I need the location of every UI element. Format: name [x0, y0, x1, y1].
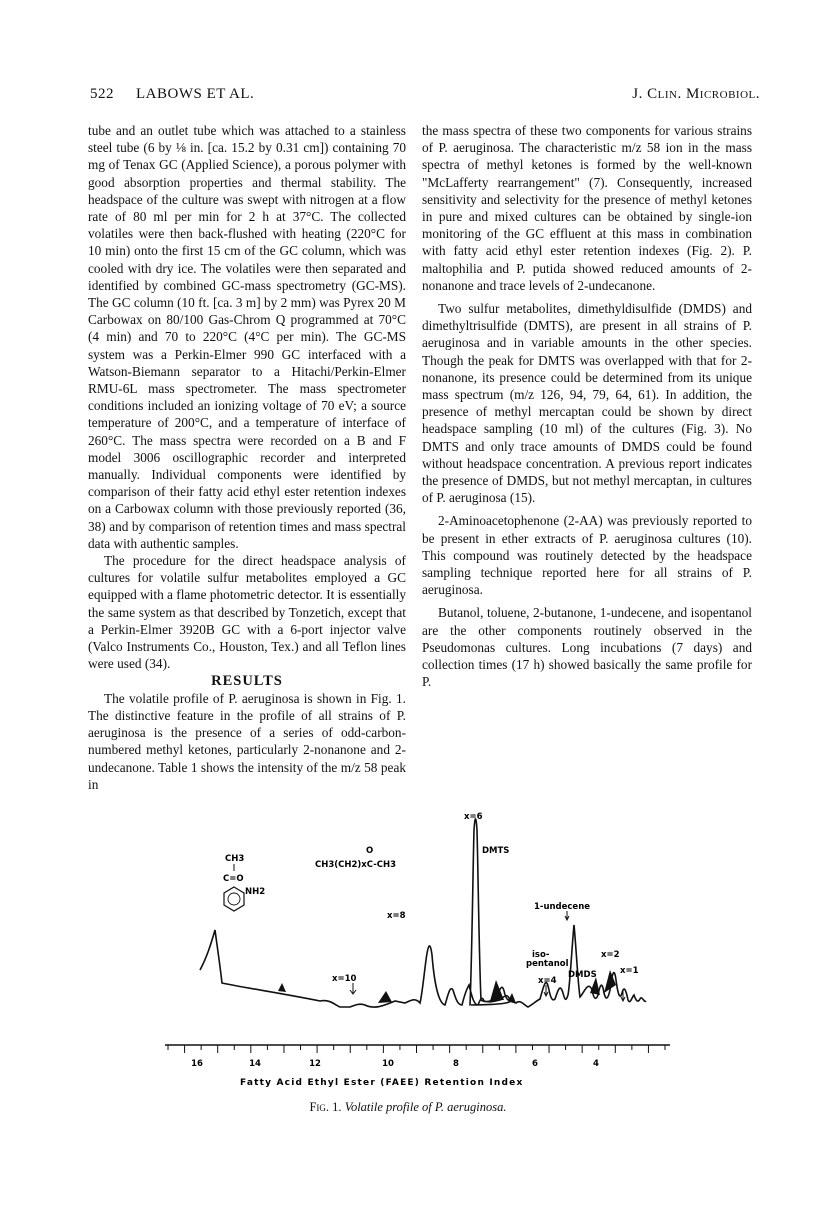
label-x1: x=1: [620, 966, 639, 976]
label-x4: x=4: [538, 976, 557, 986]
label-dmts: DMTS: [482, 846, 510, 856]
x-axis-tick-label: 14: [249, 1059, 261, 1069]
journal-name: J. Clin. Microbiol.: [632, 86, 760, 102]
x-axis-ticks: [168, 1045, 665, 1053]
paragraph-results-2: the mass spectra of these two components for various strains of P. aeruginosa. The characteristic m/z 58 ion in the mass spectra of methyl ketones is formed by the well-known "McLafferty rearrangement" (7). Consequently, increased sensitivity and selectivity for the presence of methyl ketones in pure and mixed cultures can be obtained by single-ion monitoring of the GC effluent at this mass in combination with fatty acid ethyl ester retention indexes (Fig. 2). P. maltophilia and P. putida showed reduced amounts of 2-nonanone and trace levels of 2-undecanone.: [422, 123, 752, 293]
label-2aa-ch3: CH3: [225, 854, 245, 864]
x-axis-tick-label: 8: [453, 1059, 459, 1069]
benzene-ring-inner-icon: [228, 893, 240, 905]
peak-fill-3: [490, 980, 504, 1001]
label-undecene: 1-undecene: [534, 902, 591, 912]
x-axis-tick-label: 6: [532, 1059, 538, 1069]
arrow-x10: [350, 983, 356, 994]
page-header: [90, 86, 760, 106]
label-2aa-co: C=O: [223, 874, 244, 884]
paragraph-2aa: 2-Aminoacetophenone (2-AA) was previously reported to be present in ether extracts of P. aeruginosa cultures (10). This compound was routinely detected by the headspace sampling technique reported here for all strains of P. aeruginosa.: [422, 513, 752, 598]
label-2aa-nh2: NH2: [245, 887, 266, 897]
page-number: 522: [90, 86, 114, 102]
peak-fill-1: [278, 983, 286, 992]
chromatogram-svg: [160, 805, 680, 1095]
paragraph-sulfur: Two sulfur metabolites, dimethyldisulfide (DMDS) and dimethyltrisulfide (DMTS), are present in all strains of P. aeruginosa and in variable amounts in the other species. Though the peak for DMTS was overlapped with that for 2-nonanone, its presence could be determined from its unique mass spectrum (m/z 126, 94, 79, 64, 61). In addition, the presence of methyl mercaptan could be shown by direct headspace sampling (10 ml) of the cultures (Fig. 3). No DMTS and only trace amounts of DMDS could be found without headspace concentration. A previous report indicates the presence of DMDS, but not methyl mercaptan, in cultures of P. aeruginosa (15).: [422, 301, 752, 506]
arrow-undecene: [565, 911, 569, 920]
label-ketone-formula: CH3(CH2)xC-CH3: [315, 860, 397, 870]
label-ketone-o: O: [366, 846, 374, 856]
left-column: [88, 122, 406, 793]
paragraph-methods-2: The procedure for the direct headspace analysis of cultures for volatile sulfur metabolites employed a GC equipped with a flame photometric detector. It is essentially the same system as that described by Tonzetich, except that a Perkin-Elmer 3920B GC with a 6-port injector valve (Valco Instruments Co., Houston, Tex.) and all Teflon lines were used (34).: [88, 553, 406, 672]
arrow-x4: [544, 985, 548, 996]
label-x8: x=8: [387, 911, 406, 921]
paragraph-other-components: Butanol, toluene, 2-butanone, 1-undecene, and isopentanol are the other components routinely observed in the Pseudomonas cultures. Long incubations (7 days) and collection times (17 h) showed basically the same profile for P.: [422, 605, 752, 690]
x-axis-label: Fatty Acid Ethyl Ester (FAEE) Retention Index: [240, 1078, 524, 1088]
x-axis-tick-label: 10: [382, 1059, 394, 1069]
right-column: [422, 122, 752, 691]
label-x6: x=6: [464, 812, 483, 822]
section-heading-results: RESULTS: [211, 672, 283, 689]
label-isopentanol-1: iso-: [532, 950, 550, 960]
caption-label: Fig. 1.: [309, 1100, 342, 1114]
running-authors: LABOWS ET AL.: [136, 86, 255, 102]
label-x2: x=2: [601, 950, 620, 960]
label-x10: x=10: [332, 974, 357, 984]
figure-caption: [0, 1100, 816, 1115]
peak-fill-2: [378, 991, 392, 1003]
x-axis-tick-label: 4: [593, 1059, 599, 1069]
caption-text: Volatile profile of P. aeruginosa.: [344, 1100, 507, 1114]
label-isopentanol-2: pentanol: [526, 959, 569, 969]
x-axis-tick-label: 16: [191, 1059, 203, 1069]
x-axis-tick-label: 12: [309, 1059, 321, 1069]
benzene-ring-icon: [224, 887, 244, 911]
label-dmds: DMDS: [568, 970, 597, 980]
paragraph-methods-1: tube and an outlet tube which was attached to a stainless steel tube (6 by ⅛ in. [ca. 15.2 by 0.31 cm]) containing 70 mg of Tenax GC (Applied Science), a porous polymer with good absorption properties and thermal stability. The headspace of the culture was swept with nitrogen at a flow rate of 80 ml per min for 2 h at 37°C. The collected volatiles were then back-flushed with heating (220°C for 10 min) onto the first 15 cm of the GC column, which was cooled with dry ice. The volatiles were then separated and identified by combined GC-mass spectrometry (GC-MS). The GC column (10 ft. [ca. 3 m] by 2 mm) was Pyrex 20 M Carbowax on 80/100 Gas-Chrom Q programmed at 70°C (4 min) and 70 to 220°C (4°C per min). The GC-MS system was a Perkin-Elmer 990 GC interfaced with a Watson-Biemann separator to a Hitachi/Perkin-Elmer RMU-6L mass spectrometer. The mass spectrometer conditions included an ionizing voltage of 70 eV; a source temperature of 200°C, and a temperature of interface of 260°C. The mass spectra were recorded on a B and F model 3006 oscillographic recorder and interpreted manually. Individual components were identified by comparison of their fatty acid ethyl ester retention indexes on a Carbowax column with those previously reported (36, 38) and by comparison of retention times and mass spectral data with authentic samples.: [88, 123, 406, 551]
x-axis-tick-labels: [191, 1059, 599, 1069]
figure-1-chromatogram: [160, 805, 680, 1095]
paragraph-results-1: The volatile profile of P. aeruginosa is shown in Fig. 1. The distinctive feature in the profile of all strains of P. aeruginosa is the presence of a series of odd-carbon-numbered methyl ketones, particularly 2-nonanone and 2-undecanone. Table 1 shows the intensity of the m/z 58 peak in: [88, 690, 406, 792]
